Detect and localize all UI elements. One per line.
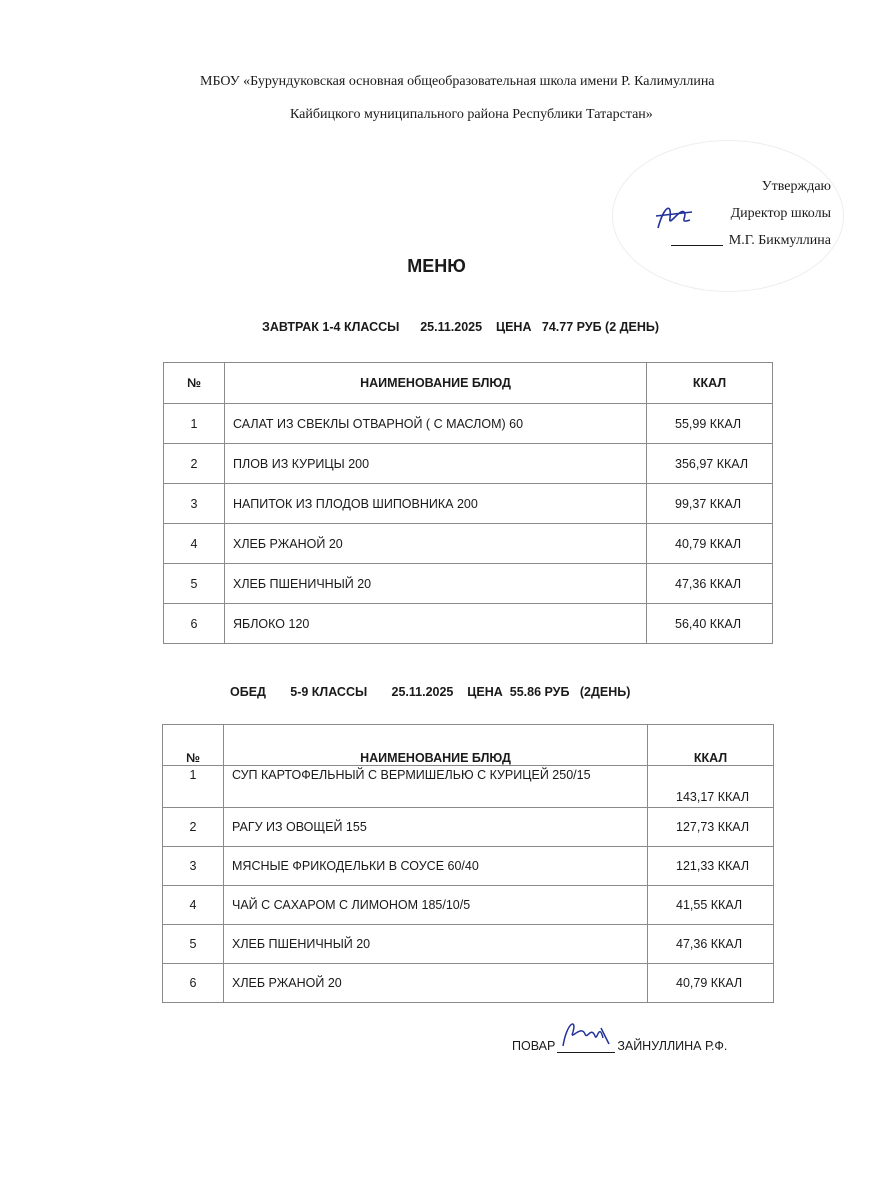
dish-kcal: 55,99 ККАЛ — [675, 416, 742, 431]
cook-name: ЗАЙНУЛЛИНА Р.Ф. — [617, 1039, 728, 1053]
dish-kcal: 127,73 ККАЛ — [676, 820, 750, 834]
row-number: 3 — [164, 484, 225, 524]
page-title: МЕНЮ — [407, 256, 466, 276]
dish-kcal: 47,36 ККАЛ — [676, 937, 743, 951]
col-number: № — [164, 363, 225, 404]
row-number: 4 — [163, 886, 224, 925]
dish-kcal: 41,55 ККАЛ — [676, 898, 743, 912]
dish-name: НАПИТОК ИЗ ПЛОДОВ ШИПОВНИКА 200 — [225, 484, 647, 524]
table-row — [163, 808, 774, 847]
row-number: 1 — [163, 766, 224, 808]
row-number: 2 — [164, 444, 225, 484]
col-dish-name: НАИМЕНОВАНИЕ БЛЮД — [224, 725, 648, 766]
dish-name: МЯСНЫЕ ФРИКОДЕЛЬКИ В СОУСЕ 60/40 — [224, 847, 648, 886]
dish-kcal: 121,33 ККАЛ — [676, 859, 750, 873]
row-number: 5 — [164, 564, 225, 604]
table-row — [163, 964, 774, 1003]
table-row — [163, 766, 774, 808]
director-position: Директор школы — [730, 206, 831, 221]
row-number: 6 — [164, 604, 225, 644]
row-number: 2 — [163, 808, 224, 847]
row-number: 4 — [164, 524, 225, 564]
dish-kcal: 56,40 ККАЛ — [675, 616, 742, 631]
col-dish-name: НАИМЕНОВАНИЕ БЛЮД — [225, 363, 647, 404]
lunch-heading: ОБЕД 5-9 КЛАССЫ 25.11.2025 ЦЕНА 55.86 РУБ (2ДЕНЬ) — [230, 685, 631, 699]
school-name-line2: Кайбицкого муниципального района Республики Татарстан» — [290, 107, 653, 122]
dish-name: ПЛОВ ИЗ КУРИЦЫ 200 — [225, 444, 647, 484]
dish-name: ХЛЕБ ПШЕНИЧНЫЙ 20 — [224, 925, 648, 964]
cook-label: ПОВАР — [512, 1039, 556, 1053]
table-row — [163, 886, 774, 925]
lunch-table — [162, 724, 774, 1003]
col-kcal: ККАЛ — [648, 725, 774, 766]
director-name: М.Г. Бикмуллина — [728, 233, 831, 248]
table-row — [164, 564, 773, 604]
dish-name: СУП КАРТОФЕЛЬНЫЙ С ВЕРМИШЕЛЬЮ С КУРИЦЕЙ 250/15 — [224, 766, 648, 808]
breakfast-heading: ЗАВТРАК 1-4 КЛАССЫ 25.11.2025 ЦЕНА 74.77 РУБ (2 ДЕНЬ) — [262, 320, 660, 334]
director-signature — [650, 198, 700, 238]
table-header-row — [163, 725, 774, 766]
row-number: 6 — [163, 964, 224, 1003]
dish-kcal: 47,36 ККАЛ — [675, 576, 742, 591]
dish-name: ЯБЛОКО 120 — [225, 604, 647, 644]
row-number: 5 — [163, 925, 224, 964]
table-header-row — [164, 363, 773, 404]
dish-kcal: 143,17 ККАЛ — [676, 790, 750, 804]
col-kcal: ККАЛ — [647, 363, 773, 404]
dish-name: ХЛЕБ ПШЕНИЧНЫЙ 20 — [225, 564, 647, 604]
table-row — [163, 925, 774, 964]
table-row — [164, 484, 773, 524]
dish-name: РАГУ ИЗ ОВОЩЕЙ 155 — [224, 808, 648, 847]
table-row — [164, 524, 773, 564]
row-number: 1 — [164, 404, 225, 444]
dish-name: ХЛЕБ РЖАНОЙ 20 — [225, 524, 647, 564]
table-row — [164, 404, 773, 444]
table-row — [164, 444, 773, 484]
col-number: № — [163, 725, 224, 766]
dish-name: САЛАТ ИЗ СВЕКЛЫ ОТВАРНОЙ ( С МАСЛОМ) 60 — [225, 404, 647, 444]
table-row — [164, 604, 773, 644]
approve-label: Утверждаю — [761, 179, 831, 194]
cook-signature-block — [512, 1038, 727, 1053]
dish-kcal: 356,97 ККАЛ — [675, 456, 749, 471]
school-name-line1: МБОУ «Бурундуковская основная общеобразовательная школа имени Р. Калимуллина — [200, 74, 715, 89]
dish-kcal: 40,79 ККАЛ — [675, 536, 742, 551]
dish-kcal: 99,37 ККАЛ — [675, 496, 742, 511]
dish-kcal: 40,79 ККАЛ — [676, 976, 743, 990]
dish-name: ХЛЕБ РЖАНОЙ 20 — [224, 964, 648, 1003]
table-row — [163, 847, 774, 886]
dish-name: ЧАЙ С САХАРОМ С ЛИМОНОМ 185/10/5 — [224, 886, 648, 925]
cook-signature-line — [557, 1038, 615, 1053]
breakfast-table — [163, 362, 773, 644]
row-number: 3 — [163, 847, 224, 886]
cook-signature — [557, 1016, 615, 1050]
